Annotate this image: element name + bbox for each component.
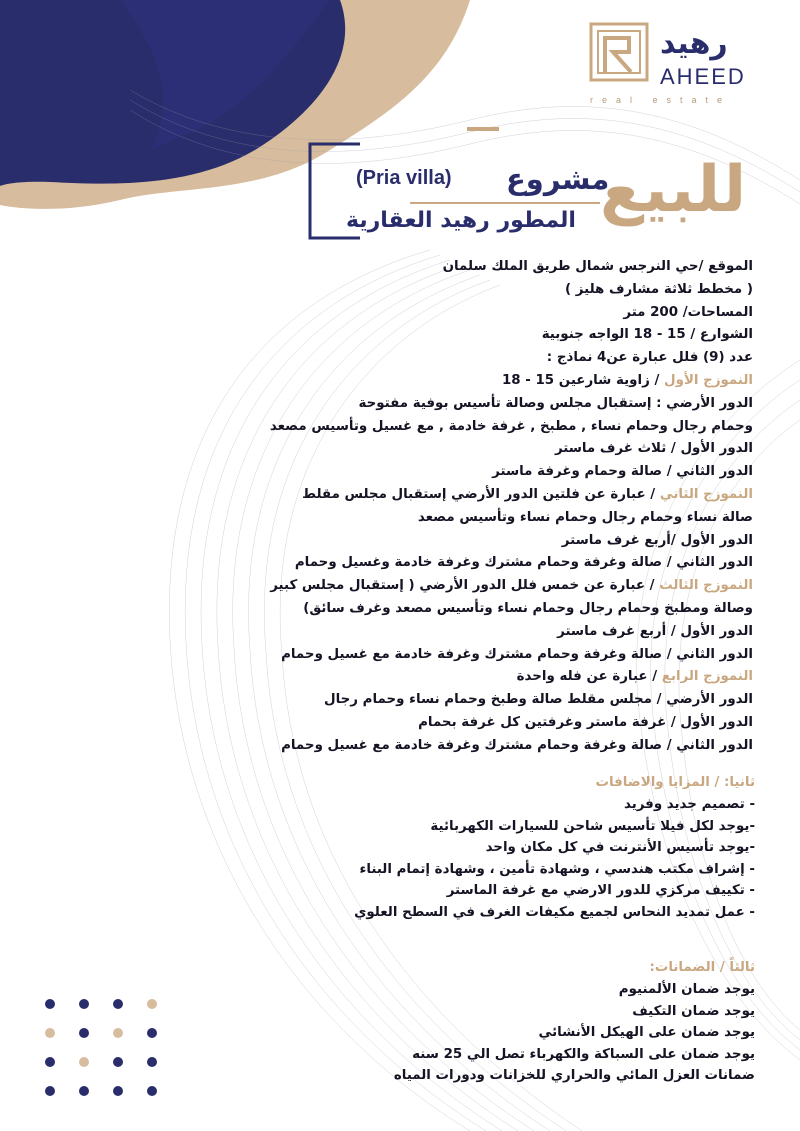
decor-dot <box>45 1057 55 1067</box>
detail-text: الدور الثاني / صالة وغرفة وحمام مشترك وغرفة خادمة وغسيل وحمام <box>294 555 753 571</box>
guarantees-list <box>295 979 755 1087</box>
detail-text: الدور الثاني / صالة وغرفة وحمام مشترك وغرفة خادمة مع غسيل وحمام <box>281 646 753 662</box>
detail-line <box>213 530 753 553</box>
features-title: ثانيا: / المزايا والاضافات <box>595 775 755 790</box>
project-label: مشروع <box>506 162 610 196</box>
detail-line <box>213 279 753 302</box>
for-sale-heading: للبيع <box>600 153 747 227</box>
decor-dot <box>79 999 89 1009</box>
logo-tagline: real estate <box>590 95 732 105</box>
decor-dot <box>79 1057 89 1067</box>
decor-dot <box>79 1086 89 1096</box>
detail-text: الدور الأول / غرفة ماستر وغرفتين كل غرفة بحمام <box>418 714 753 730</box>
raheed-logo-icon <box>589 22 649 82</box>
detail-text: الدور الأول /أربع غرف ماستر <box>561 532 753 548</box>
detail-line <box>213 393 753 416</box>
project-name: (Pria villa) <box>356 167 452 189</box>
detail-line <box>213 484 753 507</box>
decor-dot <box>79 1028 89 1038</box>
features-item: - تصميم جديد وفريد <box>623 797 755 812</box>
detail-line <box>213 598 753 621</box>
detail-text: / عبارة عن خمس فلل الدور الأرضي ( إستقبال مجلس كبير <box>270 578 660 594</box>
detail-line <box>213 712 753 735</box>
guarantees-item: يوجد ضمان التكيف <box>632 1003 755 1019</box>
logo-english-text: AHEED <box>660 64 746 89</box>
detail-text: صالة نساء وحمام رجال وحمام نساء وتأسيس مصعد <box>417 509 753 525</box>
detail-line <box>213 324 753 347</box>
detail-line <box>213 644 753 667</box>
model-label: النموزج الثالث <box>659 578 753 594</box>
detail-line <box>213 461 753 484</box>
decor-dot <box>147 999 157 1009</box>
detail-line <box>213 621 753 644</box>
model-label: النموزج الثاني <box>659 486 753 502</box>
decor-dot <box>45 1086 55 1096</box>
developer-name: المطور رهيد العقارية <box>346 208 576 233</box>
features-item: -يوجد لكل فيلا تأسيس شاحن للسيارات الكهربائية <box>430 818 755 834</box>
model-label: النموزج الرابع <box>661 669 753 685</box>
detail-text: عدد (9) فلل عبارة عن4 نماذج : <box>546 350 753 366</box>
detail-text: / عبارة عن فلتين الدور الأرضي إستقبال مجلس مقلط <box>302 486 660 502</box>
guarantees-section <box>295 957 755 1087</box>
features-item: - إشراف مكتب هندسي ، وشهادة تأمين ، وشهادة إتمام البناء <box>359 861 755 877</box>
detail-line <box>213 370 753 393</box>
logo-arabic-text: رهيد <box>660 26 728 61</box>
detail-text: الدور الثاني / صالة وحمام وغرفة ماستر <box>492 464 753 480</box>
features-item: - تكييف مركزي للدور الارضي مع غرفة الماستر <box>446 883 755 899</box>
detail-text: وحمام رجال وحمام نساء , مطبخ , غرفة خادمة , مع غسيل وتأسيس مصعد <box>269 418 753 434</box>
detail-text: / زاوية شارعين 15 - 18 <box>501 372 665 388</box>
guarantees-item: ضمانات العزل المائي والحراري للخزانات ودورات المياه <box>393 1068 755 1084</box>
detail-line <box>213 416 753 439</box>
detail-line <box>213 438 753 461</box>
detail-line <box>213 302 753 325</box>
detail-line <box>213 347 753 370</box>
decor-dot <box>147 1057 157 1067</box>
detail-text: الدور الأول / ثلاث غرف ماستر <box>554 441 753 457</box>
decor-dot <box>113 1057 123 1067</box>
guarantees-title: ثالثاً / الضمانات: <box>649 960 755 975</box>
guarantees-item: يوجد ضمان على السباكة والكهرباء تصل الي 25 سنه <box>412 1046 755 1062</box>
detail-text: المساحات/ 200 متر <box>623 304 753 320</box>
detail-text: الدور الثاني / صالة وغرفة وحمام مشترك وغرفة خادمة مع غسيل وحمام <box>281 737 753 753</box>
features-section <box>295 772 755 924</box>
guarantees-item: يوجد ضمان الألمنيوم <box>618 982 755 997</box>
features-item: -يوجد تأسيس الأنترنت في كل مكان واحد <box>485 840 755 856</box>
detail-text: الدور الأرضي / مجلس مقلط صالة وطبخ وحمام نساء وحمام رجال <box>323 692 753 708</box>
detail-text: الشوارع / 15 - 18 الواجه جنوبية <box>541 327 753 343</box>
detail-line <box>213 256 753 279</box>
guarantees-item: يوجد ضمان على الهيكل الأنشائي <box>538 1025 755 1041</box>
detail-text: ( مخطط ثلاثة مشارف هليز ) <box>565 281 753 297</box>
detail-line <box>213 666 753 689</box>
decor-dot <box>113 1028 123 1038</box>
detail-line <box>213 575 753 598</box>
decor-dot <box>45 999 55 1009</box>
detail-text: وصالة ومطبخ وحمام رجال وحمام نساء وتأسيس مصعد وغرف سائق) <box>303 600 753 616</box>
decor-dot <box>113 1086 123 1096</box>
project-details <box>213 256 753 758</box>
features-item: - عمل تمديد النحاس لجميع مكيفات الغرف في السطح العلوي <box>354 904 755 920</box>
detail-line <box>213 507 753 530</box>
detail-text: / عبارة عن فله واحدة <box>516 669 662 685</box>
decor-dot <box>45 1028 55 1038</box>
detail-text: الموقع /حي النرجس شمال طريق الملك سلمان <box>442 259 753 274</box>
model-label: النموزج الأول <box>664 372 753 388</box>
dot-grid-decoration <box>45 999 165 1099</box>
decor-dot <box>113 999 123 1009</box>
detail-line <box>213 689 753 712</box>
detail-text: الدور الأرضي : إستقبال مجلس وصالة تأسيس بوفية مفتوحة <box>358 395 753 411</box>
decor-dot <box>147 1028 157 1038</box>
detail-text: الدور الأول / أربع غرف ماستر <box>557 623 753 639</box>
decor-dot <box>147 1086 157 1096</box>
detail-line <box>213 735 753 758</box>
features-list <box>295 794 755 924</box>
detail-line <box>213 552 753 575</box>
gold-accent-bar <box>467 127 499 131</box>
